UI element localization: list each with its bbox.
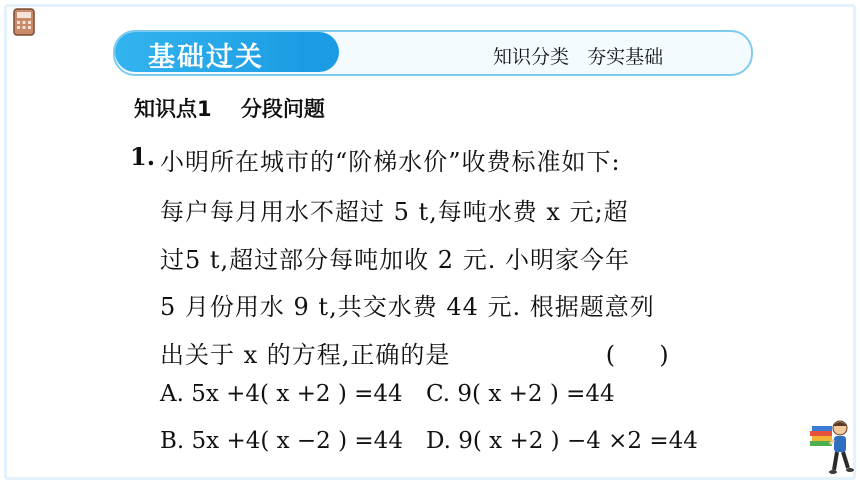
option-a: A. 5x +4( x +2 ) =44	[160, 381, 403, 407]
question-line-5: 出关于 x 的方程,正确的是 ( )	[160, 341, 670, 369]
banner-subtitle: 知识分类 夯实基础	[493, 46, 664, 68]
banner-title: 基础过关	[148, 42, 264, 73]
option-c: C. 9( x +2 ) =44	[426, 381, 615, 407]
section-banner	[113, 30, 751, 74]
student-with-books-icon	[804, 418, 856, 480]
question-line-4: 5 月份用水 9 t,共交水费 44 元. 根据题意列	[160, 293, 655, 321]
question-line-3: 过5 t,超过部分每吨加收 2 元. 小明家今年	[160, 246, 630, 274]
option-d: D. 9( x +2 ) −4 ×2 =44	[426, 428, 698, 454]
question-number: 1.	[130, 142, 156, 171]
banner-tag-tail	[299, 32, 339, 72]
question-line-2: 每户每月用水不超过 5 t,每吨水费 x 元;超	[160, 198, 629, 226]
question-line-1: 小明所在城市的“阶梯水价”收费标准如下:	[160, 148, 621, 176]
knowledge-point-heading: 知识点1 分段问题	[134, 97, 325, 121]
option-b: B. 5x +4( x −2 ) =44	[160, 428, 403, 454]
calculator-icon	[12, 8, 36, 36]
